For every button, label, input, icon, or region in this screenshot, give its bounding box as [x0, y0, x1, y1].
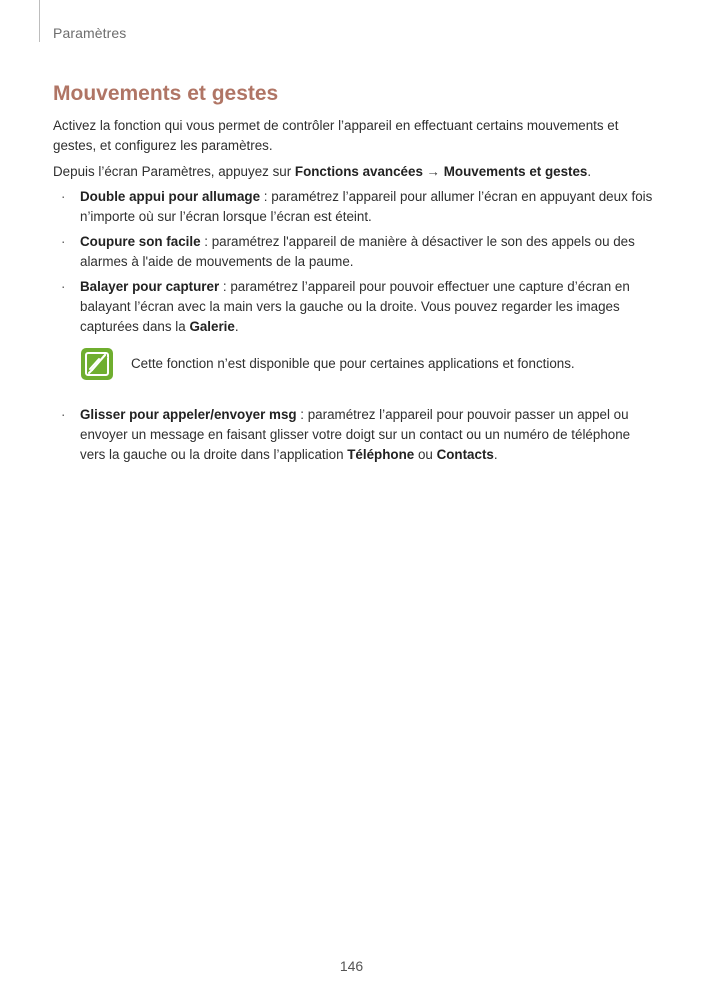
- feature-description: : paramétrez l’appareil pour pouvoir passer un appel ou envoyer un message en faisant glisser votre doigt sur un contact ou un numéro de téléphone vers la gauche ou la droite dans l’application: [80, 407, 631, 462]
- page-number: 146: [339, 958, 364, 974]
- path-suffix: .: [587, 164, 592, 179]
- section-title: Mouvements et gestes: [53, 82, 279, 105]
- feature-name: Balayer pour capturer: [80, 279, 220, 294]
- path-step-advanced-features: Fonctions avancées: [294, 164, 423, 179]
- list-item: [53, 405, 653, 465]
- bullet-dot: ·: [61, 189, 66, 204]
- path-arrow: →: [422, 164, 444, 179]
- header-rule: [39, 0, 40, 42]
- feature-description-end: .: [234, 319, 239, 334]
- bullet-dot: ·: [61, 407, 66, 422]
- navigation-path: [53, 162, 653, 182]
- path-step-motions-gestures: Mouvements et gestes: [443, 164, 588, 179]
- path-prefix: Depuis l’écran Paramètres, appuyez sur: [53, 164, 295, 179]
- feature-list: [53, 187, 653, 337]
- list-item: [53, 187, 653, 227]
- feature-description: : paramétrez l'appareil de manière à désactiver le son des appels ou des alarmes à l'aide de mouvements de la paume.: [80, 234, 635, 269]
- feature-name: Double appui pour allumage: [80, 189, 261, 204]
- intro-paragraph: Activez la fonction qui vous permet de contrôler l’appareil en effectuant certains mouvements et gestes, et configurez les paramètres.: [53, 118, 619, 153]
- list-item: [53, 232, 653, 272]
- feature-name: Coupure son facile: [80, 234, 201, 249]
- feature-list-continued: [53, 405, 653, 465]
- contacts-app-name: Contacts: [436, 447, 494, 462]
- bullet-dot: ·: [61, 279, 66, 294]
- header-section-label: Paramètres: [53, 25, 127, 41]
- note-pencil-icon: [80, 347, 114, 381]
- feature-description: : paramétrez l’appareil pour allumer l’écran en appuyant deux fois n’importe où sur l’écran lorsque l’écran est éteint.: [80, 189, 653, 224]
- note-text: Cette fonction n’est disponible que pour certaines applications et fonctions.: [131, 356, 575, 371]
- feature-name: Glisser pour appeler/envoyer msg: [80, 407, 297, 422]
- note-box: [80, 347, 653, 387]
- phone-app-name: Téléphone: [347, 447, 415, 462]
- section-content: [53, 116, 653, 470]
- bullet-dot: ·: [61, 234, 66, 249]
- feature-description-end: .: [493, 447, 498, 462]
- conjunction: ou: [414, 447, 437, 462]
- feature-description: : paramétrez l’appareil pour pouvoir effectuer une capture d’écran en balayant l’écran avec la main vers la gauche ou la droite. Vous pouvez regarder les images capturées dans la: [80, 279, 630, 334]
- gallery-app-name: Galerie: [189, 319, 235, 334]
- list-item: [53, 277, 653, 337]
